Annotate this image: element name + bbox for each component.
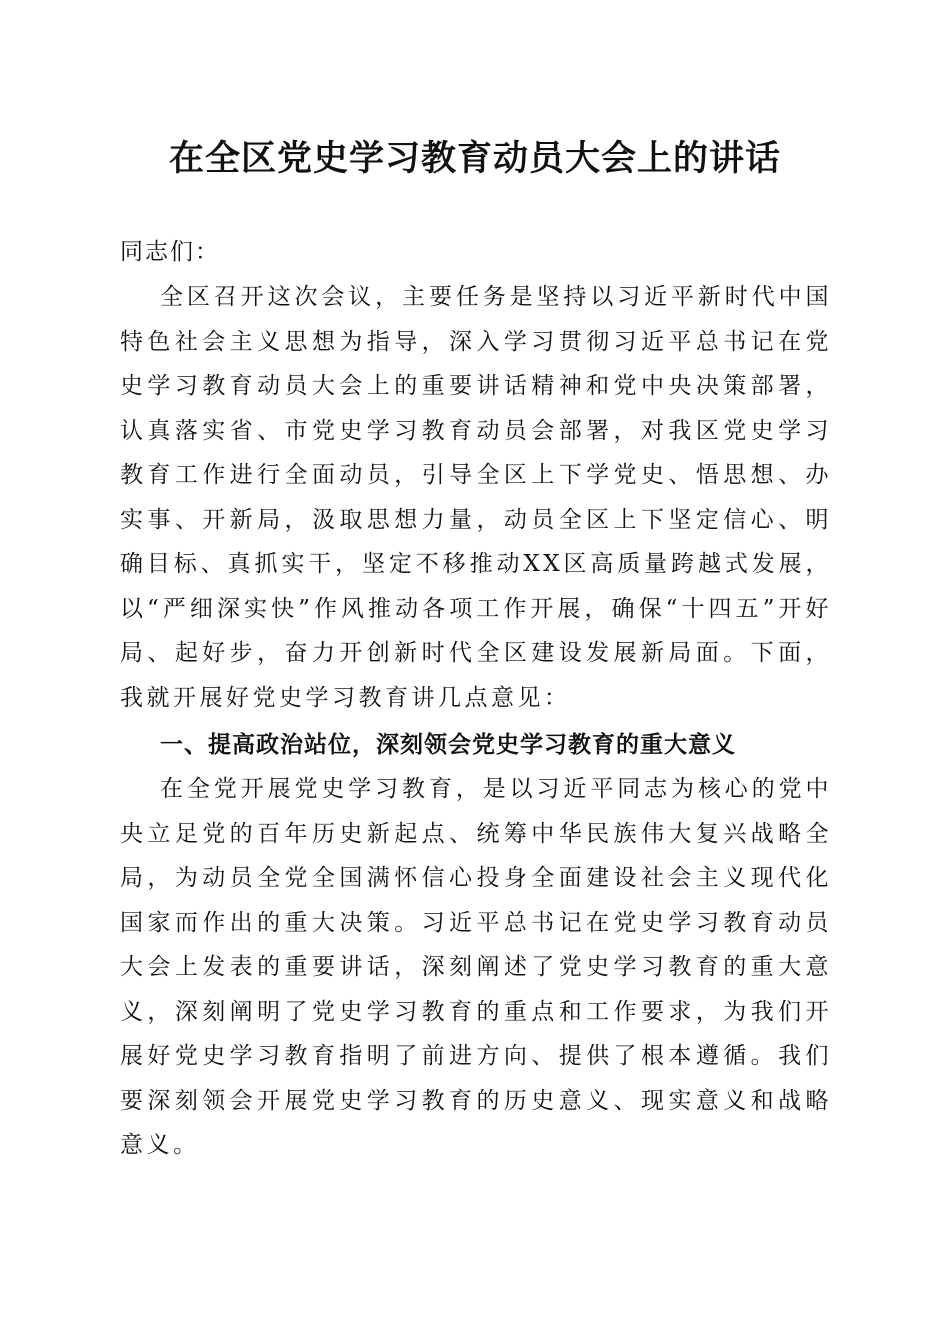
section-heading-1: 一、提高政治站位，深刻领会党史学习教育的重大意义 <box>160 732 736 758</box>
paragraph-intro: 全区召开这次会议，主要任务是坚持以习近平新时代中国特色社会主义思想为指导，深入学习贯彻习近平总书记在党史学习教育动员大会上的重要讲话精神和党中央决策部署，认真落实省、市党史学习教育动员会部署，对我区党史学习教育工作进行全面动员，引导全区上下学党史、悟思想、办实事、开新局，汲取思想力量，动员全区上下坚定信心、明确目标、真抓实干，坚定不移推动XX区高质量跨越式发展，以“严细深实快”作风推动各项工作开展，确保“十四五”开好局、起好步，奋力开创新时代全区建设发展新局面。下面，我就开展好党史学习教育讲几点意见： <box>120 284 832 711</box>
salutation: 同志们： <box>120 239 220 265</box>
paragraph-section-1: 在全党开展党史学习教育，是以习近平同志为核心的党中央立足党的百年历史新起点、统筹中华民族伟大复兴战略全局，为动员全党全国满怀信心投身全面建设社会主义现代化国家而作出的重大决策。习近平总书记在党史学习教育动员大会上发表的重要讲话，深刻阐述了党史学习教育的重大意义，深刻阐明了党史学习教育的重点和工作要求，为我们开展好党史学习教育指明了前进方向、提供了根本遵循。我们要深刻领会开展党史学习教育的历史意义、现实意义和战略意义。 <box>120 776 832 1158</box>
document-title: 在全区党史学习教育动员大会上的讲话 <box>168 138 781 179</box>
